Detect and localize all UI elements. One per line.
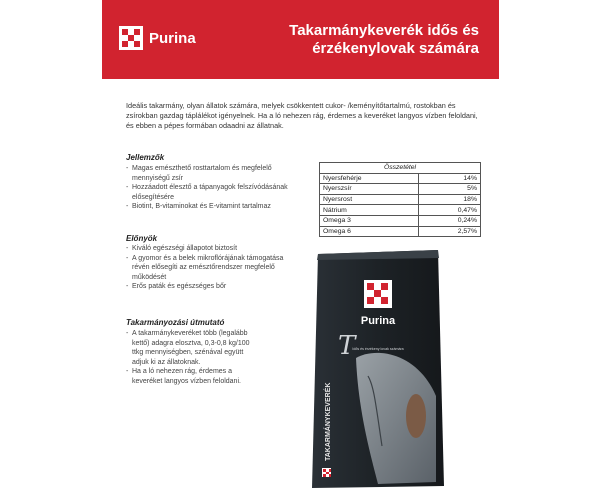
bag-product-name: TAKARMÁNYKEVERÉK	[325, 382, 332, 461]
list-item: - Biotint, B-vitaminokat és E-vitamint tartalmaz	[126, 202, 291, 212]
nutrient-name: Nyersfehérje	[320, 173, 419, 184]
table-row	[320, 194, 481, 205]
composition-table	[319, 162, 481, 237]
features-list	[126, 164, 291, 212]
page-title: Takarmánykeverék idős és érzékenylovak számára	[289, 22, 479, 57]
checkerboard-icon	[119, 26, 143, 50]
bag-letter: T	[338, 331, 356, 361]
feeding-list	[126, 329, 256, 386]
header-banner	[102, 0, 499, 79]
bag-subtitle: Idős és érzékeny lovak számára	[352, 347, 404, 351]
nutrient-name: Omega 3	[320, 215, 419, 226]
list-item: - Ha a ló nehezen rág, érdemes a keveréket langyos vízben feloldani.	[126, 367, 256, 386]
nutrient-name: Nátrium	[320, 205, 419, 216]
nutrient-name: Omega 6	[320, 226, 419, 237]
feeding-heading: Takarmányozási útmutató	[126, 318, 225, 327]
nutrient-value: 0,47%	[419, 205, 481, 216]
nutrient-value: 5%	[419, 184, 481, 195]
table-row	[320, 205, 481, 216]
purina-logo	[119, 26, 196, 50]
nutrient-name: Nyerszsír	[320, 184, 419, 195]
person-illustration	[406, 394, 426, 438]
table-row	[320, 226, 481, 237]
list-item: - Hozzáadott élesztő a tápanyagok felszívódásának elősegítésére	[126, 183, 291, 202]
product-bag-image	[308, 246, 448, 491]
features-heading: Jellemzők	[126, 153, 165, 162]
bag-brand: Purina	[360, 315, 396, 327]
nutrient-value: 14%	[419, 173, 481, 184]
nutrient-value: 18%	[419, 194, 481, 205]
nutrient-value: 2,57%	[419, 226, 481, 237]
composition-heading: Összetétel	[320, 163, 481, 174]
table-row	[320, 215, 481, 226]
brand-name: Purina	[149, 29, 196, 47]
table-row	[320, 173, 481, 184]
table-row	[320, 184, 481, 195]
nutrient-value: 0,24%	[419, 215, 481, 226]
list-item: - Kiváló egészségi állapotot biztosít	[126, 244, 294, 254]
bag-logo	[364, 280, 392, 308]
benefits-list	[126, 244, 294, 292]
intro-text: Ideális takarmány, olyan állatok számára, melyek csökkentett cukor- /keményítőtartalmú, rostokban és zsírokban gazdag táplálékot igényelnek. Ha a ló nehezen rág, érdemes a keveréket langyos vízben feloldani, és ebben a pépes formában odaadni az állatnak.	[126, 101, 478, 130]
list-item: - A gyomor és a belek mikroflórájának támogatása révén elősegíti az emésztőrendszer megfelelő működését	[126, 254, 294, 283]
benefits-heading: Előnyök	[126, 234, 158, 243]
product-sheet	[102, 0, 499, 496]
list-item: - Erős paták és egészséges bőr	[126, 282, 294, 292]
nutrient-name: Nyersrost	[320, 194, 419, 205]
list-item: - A takarmánykeveréket több (legalább kettő) adagra elosztva, 0,3-0,8 kg/100 ttkg mennyiségben, szénával együtt adjuk ki az állatoknak.	[126, 329, 256, 367]
list-item: - Magas emészthető rosttartalom és megfelelő mennyiségű zsír	[126, 164, 291, 183]
